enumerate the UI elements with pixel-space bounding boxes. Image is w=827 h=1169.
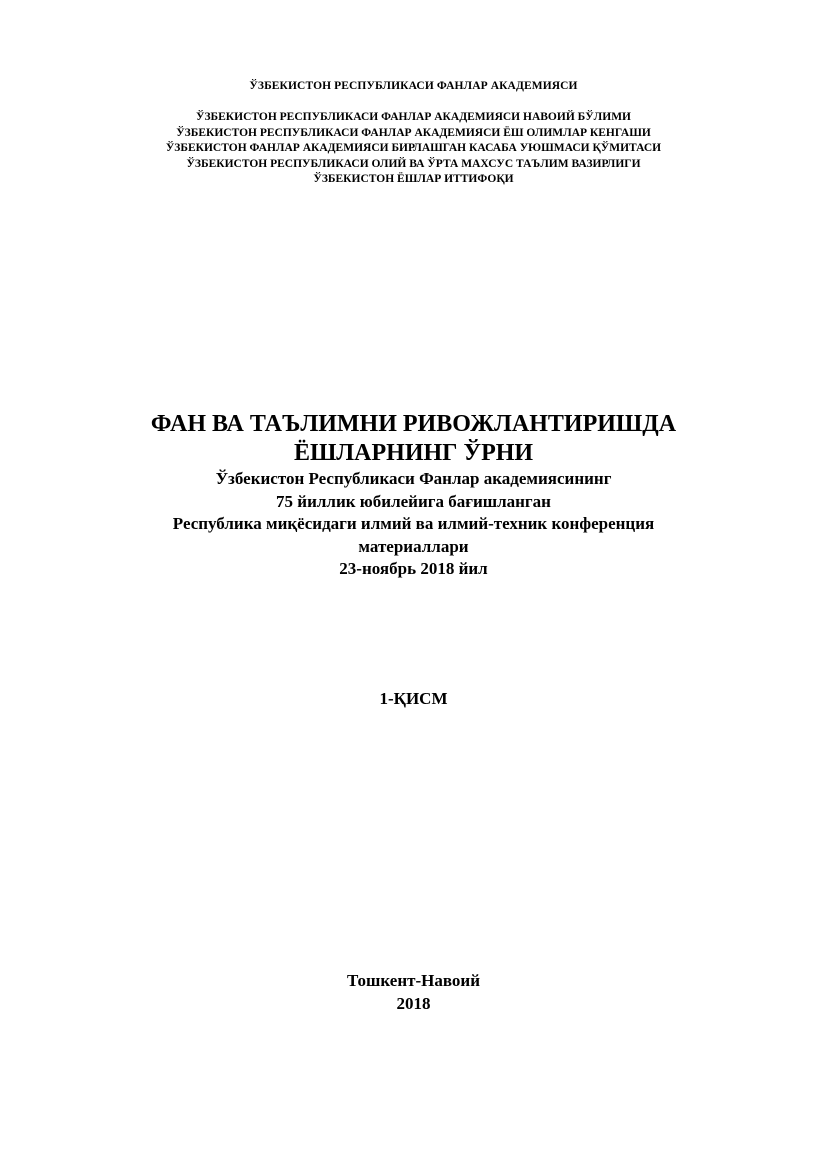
organizer-line: ЎЗБЕКИСТОН РЕСПУБЛИКАСИ ФАНЛАР АКАДЕМИЯСИ ЁШ ОЛИМЛАР КЕНГАШИ bbox=[176, 126, 651, 139]
subtitle-line: 75 йиллик юбилейига бағишланган bbox=[276, 491, 551, 511]
part-number: 1-ҚИСМ bbox=[379, 689, 448, 708]
conference-date: 23-ноябрь 2018 йил bbox=[339, 559, 488, 578]
main-title-line: ФАН ВА ТАЪЛИМНИ РИВОЖЛАНТИРИШДА bbox=[150, 411, 677, 437]
organizer-line: ЎЗБЕКИСТОН РЕСПУБЛИКАСИ ФАНЛАР АКАДЕМИЯСИ НАВОИЙ БЎЛИМИ bbox=[196, 111, 631, 123]
main-title bbox=[0, 410, 827, 468]
academy-heading: ЎЗБЕКИСТОН РЕСПУБЛИКАСИ ФАНЛАР АКАДЕМИЯСИ bbox=[249, 80, 578, 92]
publication-place: Тошкент-Навоий bbox=[346, 971, 481, 990]
subtitle-line: Республика миқёсидаги илмий ва илмий-техник конференция bbox=[172, 514, 655, 533]
main-title-line: ЁШЛАРНИНГ ЎРНИ bbox=[293, 440, 534, 466]
organizer-line: ЎЗБЕКИСТОН ФАНЛАР АКАДЕМИЯСИ БИРЛАШГАН КАСАБА УЮШМАСИ ҚЎМИТАСИ bbox=[165, 142, 662, 155]
conference-description bbox=[0, 468, 827, 581]
organizer-line: ЎЗБЕКИСТОН ЁШЛАР ИТТИФОҚИ bbox=[313, 173, 514, 186]
publication-year: 2018 bbox=[396, 994, 431, 1013]
organizer-line: ЎЗБЕКИСТОН РЕСПУБЛИКАСИ ОЛИЙ ВА ЎРТА МАХСУС ТАЪЛИМ ВАЗИРЛИГИ bbox=[186, 157, 641, 170]
organizers-list bbox=[0, 110, 827, 188]
subtitle-line: материаллари bbox=[358, 536, 469, 556]
subtitle-line: Ўзбекистон Республикаси Фанлар академиясининг bbox=[215, 469, 612, 488]
